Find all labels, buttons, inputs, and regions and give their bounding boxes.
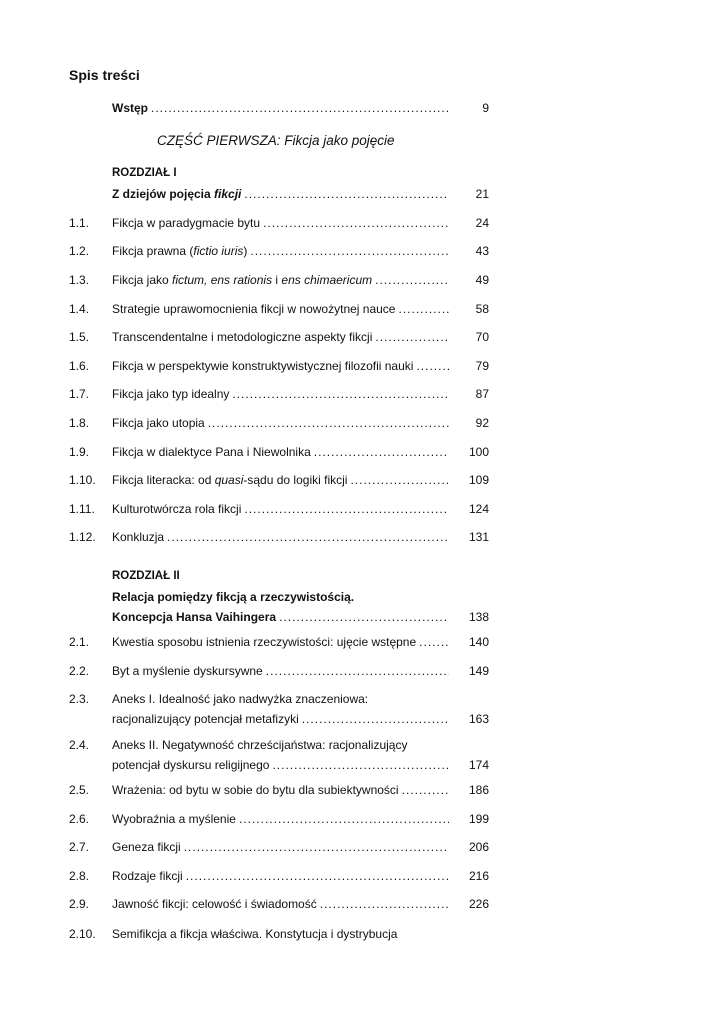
entry-number: 2.9. — [69, 897, 90, 911]
dot-leader — [208, 414, 449, 432]
entry-page: 124 — [468, 502, 489, 516]
entry-page: 70 — [475, 330, 489, 344]
entry-number: 2.4. — [69, 738, 90, 752]
entry-page: 206 — [468, 840, 489, 854]
entry-title-part: Fikcja w dialektyce Pana i Niewolnika — [112, 445, 311, 459]
entry-number: 2.10. — [69, 927, 96, 941]
entry-page: 199 — [468, 812, 489, 826]
entry-page: 58 — [475, 302, 489, 316]
entry-title — [112, 414, 205, 432]
entry-title — [112, 528, 164, 546]
entry-title-line: potencjał dyskursu religijnego — [112, 758, 270, 772]
entry-title — [112, 471, 347, 489]
entry-page: 87 — [475, 387, 489, 401]
entry-page: 163 — [468, 712, 489, 726]
dot-leader — [263, 214, 449, 232]
entry-title — [112, 328, 372, 346]
entry-number: 2.7. — [69, 840, 90, 854]
toc-heading: Spis treści — [69, 67, 140, 83]
entry-title — [112, 271, 372, 289]
dot-leader — [167, 528, 449, 546]
entry-page: 24 — [475, 216, 489, 230]
chapter-1-title-text: Z dziejów pojęcia — [112, 187, 215, 201]
entry-page: 216 — [468, 869, 489, 883]
dot-leader — [314, 443, 449, 461]
chapter-2-title-line2: Koncepcja Hansa Vaihingera — [112, 610, 277, 624]
entry-title — [112, 443, 311, 461]
entry-page: 79 — [475, 359, 489, 373]
dot-leader — [272, 756, 449, 774]
entry-page: 109 — [468, 473, 489, 487]
chapter-1-label: ROZDZIAŁ I — [112, 167, 177, 179]
entry-title-part: Kulturotwórcza rola fikcji — [112, 502, 242, 516]
entry-title-part: Fikcja prawna ( — [112, 244, 194, 258]
entry-title — [112, 242, 247, 260]
entry-title-line: Aneks I. Idealność jako nadwyżka znaczeniowa: — [112, 692, 369, 706]
entry-title — [112, 214, 260, 232]
chapter-1-title-italic: fikcji — [214, 187, 242, 201]
entry-title-part: Fikcja w paradygmacie bytu — [112, 216, 261, 230]
entry-number: 2.6. — [69, 812, 90, 826]
dot-leader — [375, 271, 449, 289]
entry-title-line: Jawność fikcji: celowość i świadomość — [112, 897, 317, 911]
entry-number: 1.12. — [69, 530, 96, 544]
entry-page: 92 — [475, 416, 489, 430]
entry-number: 1.8. — [69, 416, 90, 430]
part-title: CZĘŚĆ PIERWSZA: Fikcja jako pojęcie — [157, 133, 395, 148]
entry-title-part: ) — [243, 244, 248, 258]
entry-number: 1.4. — [69, 302, 90, 316]
entry-page: 226 — [468, 897, 489, 911]
entry-title-part: Strategie uprawomocnienia fikcji w nowożytnej nauce — [112, 302, 396, 316]
entry-page: 43 — [475, 244, 489, 258]
entry-title — [112, 500, 241, 518]
entry-title-line: Geneza fikcji — [112, 840, 181, 854]
entry-title-part: quasi — [214, 473, 244, 487]
entry-title-line: Kwestia sposobu istnienia rzeczywistości: ujęcie wstępne — [112, 635, 417, 649]
entry-title-part: Fikcja literacka: od — [112, 473, 215, 487]
entry-number: 1.1. — [69, 216, 90, 230]
entry-number: 2.1. — [69, 635, 90, 649]
entry-number: 2.8. — [69, 869, 90, 883]
entry-page: 9 — [482, 101, 489, 115]
dot-leader — [232, 385, 449, 403]
entry-title-part: ens chimaericum — [281, 273, 373, 287]
dot-leader — [350, 471, 449, 489]
entry-page: 174 — [468, 758, 489, 772]
entry-title-part: -sądu do logiki fikcji — [243, 473, 348, 487]
entry-title-line: Aneks II. Negatywność chrześcijaństwa: racjonalizujący — [112, 738, 408, 752]
dot-leader — [186, 867, 449, 885]
entry-title-part: i — [272, 273, 282, 287]
dot-leader — [184, 838, 449, 856]
entry-title-part: Fikcja jako typ idealny — [112, 387, 230, 401]
entry-title-line: Wrażenia: od bytu w sobie do bytu dla subiektywności — [112, 783, 399, 797]
dot-leader — [320, 895, 449, 913]
entry-number: 1.10. — [69, 473, 96, 487]
entry-title — [112, 357, 413, 375]
entry-title-part: Fikcja jako utopia — [112, 416, 205, 430]
entry-number: 1.6. — [69, 359, 90, 373]
entry-number: 2.3. — [69, 692, 90, 706]
entry-page: 140 — [468, 635, 489, 649]
entry-page: 100 — [468, 445, 489, 459]
dot-leader — [244, 500, 449, 518]
entry-title-line: Wyobraźnia a myślenie — [112, 812, 236, 826]
entry-title — [112, 300, 395, 318]
entry-title-part: Fikcja jako — [112, 273, 173, 287]
entry-title-part: Konkluzja — [112, 530, 165, 544]
entry-number: 2.2. — [69, 664, 90, 678]
entry-number: 1.5. — [69, 330, 90, 344]
dot-leader — [266, 662, 449, 680]
entry-number: 1.11. — [69, 502, 95, 516]
entry-title-part: Transcendentalne i metodologiczne aspekty fikcji — [112, 330, 373, 344]
entry-title-line: Byt a myślenie dyskursywne — [112, 664, 263, 678]
dot-leader — [244, 185, 449, 203]
entry-title-line: Rodzaje fikcji — [112, 869, 183, 883]
entry-page: 49 — [475, 273, 489, 287]
chapter-2-title-line1: Relacja pomiędzy fikcją a rzeczywistością. — [112, 590, 355, 604]
entry-title-part: fictum, ens rationis — [172, 273, 273, 287]
entry-page: 149 — [468, 664, 489, 678]
entry-title-part: Fikcja w perspektywie konstruktywistycznej filozofii nauki — [112, 359, 414, 373]
entry-number: 1.3. — [69, 273, 90, 287]
dot-leader — [151, 99, 449, 117]
dot-leader — [416, 357, 449, 375]
entry-page: 131 — [468, 530, 489, 544]
dot-leader — [302, 710, 449, 728]
entry-page: 138 — [468, 610, 489, 624]
entry-title — [112, 385, 229, 403]
entry-number: 2.5. — [69, 783, 90, 797]
dot-leader — [398, 300, 449, 318]
chapter-2-label: ROZDZIAŁ II — [112, 570, 180, 582]
dot-leader — [375, 328, 449, 346]
dot-leader — [239, 810, 449, 828]
entry-title: Wstęp — [112, 101, 148, 115]
entry-number: 1.2. — [69, 244, 90, 258]
entry-number: 1.9. — [69, 445, 90, 459]
entry-page: 186 — [468, 783, 489, 797]
dot-leader — [250, 242, 449, 260]
entry-page: 21 — [475, 187, 489, 201]
entry-number: 1.7. — [69, 387, 90, 401]
entry-title-line: racjonalizujący potencjał metafizyki — [112, 712, 299, 726]
dot-leader — [279, 608, 449, 626]
entry-title-part: fictio iuris — [193, 244, 244, 258]
dot-leader — [402, 781, 449, 799]
dot-leader — [419, 633, 449, 651]
entry-title-line: Semifikcja a fikcja właściwa. Konstytucja i dystrybucja — [112, 927, 398, 941]
